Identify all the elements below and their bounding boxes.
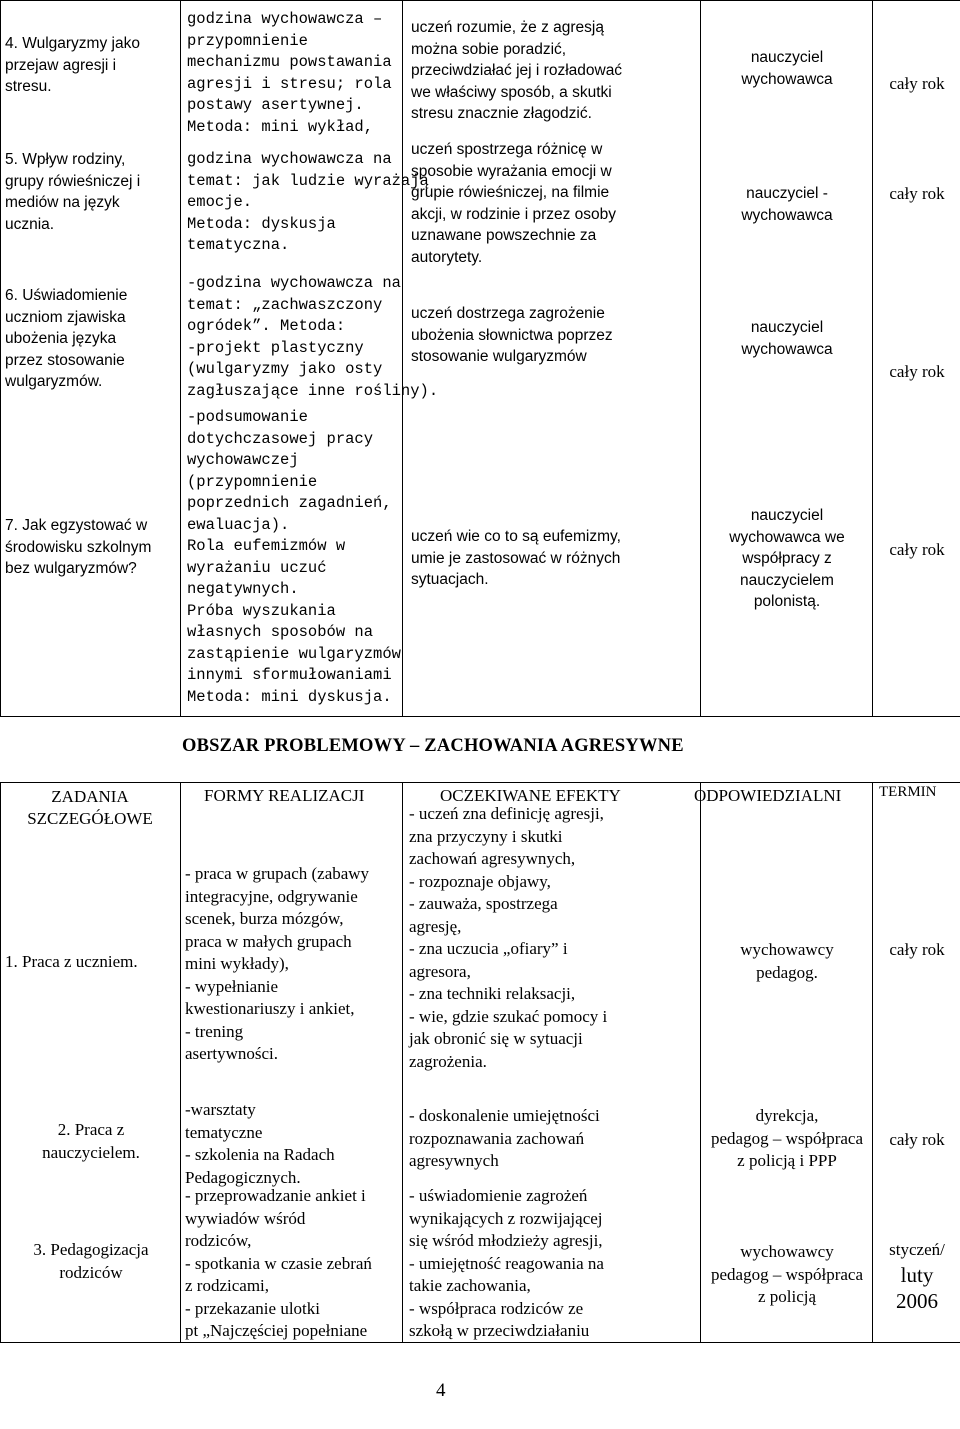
top-term-column: [873, 1, 960, 717]
top-effects-line: akcji, w rodzinie i przez osoby: [411, 205, 617, 223]
top-task-line: 7. Jak egzystować w: [5, 517, 148, 534]
top-forms-line: tematyczna.: [187, 236, 290, 254]
top-task-line: mediów na język: [5, 194, 120, 211]
bottom-effects-line: się wśród młodzieży agresji,: [409, 1231, 603, 1250]
bottom-tasks-column: [1, 783, 181, 1343]
bottom-responsible-line: dyrekcja,: [755, 1106, 819, 1125]
bottom-effects-line: - uświadomienie zagrożeń: [409, 1186, 588, 1205]
bottom-term-block-1: [873, 939, 960, 962]
bottom-effects-block-3: [409, 1185, 699, 1343]
top-term-line: cały rok: [889, 74, 945, 93]
header-term: TERMIN: [879, 784, 937, 800]
top-effects-column: [403, 1, 701, 717]
bottom-responsible-line: wychowawcy: [740, 940, 834, 959]
header-tasks-line-1: ZADANIA: [51, 787, 129, 806]
top-task-block-4: [5, 515, 177, 580]
bottom-task-line: nauczycielem.: [42, 1142, 140, 1162]
bottom-forms-line: - przekazanie ulotki: [185, 1298, 320, 1318]
top-responsible-column: [701, 1, 873, 717]
top-effects-block-4: [411, 526, 701, 591]
page-number: 4: [436, 1380, 446, 1401]
top-forms-line: Metoda: dyskusja: [187, 214, 336, 233]
top-responsible-line: wychowawca: [741, 340, 833, 358]
top-effects-block-2: [411, 139, 701, 268]
top-effects-line: uczeń dostrzega zagrożenie: [411, 305, 605, 322]
bottom-responsible-line: wychowawcy: [740, 1242, 834, 1261]
top-forms-line: innymi sformułowaniami: [187, 666, 392, 684]
top-forms-line: temat: jak ludzie wyrażają: [187, 171, 429, 190]
bottom-forms-line: integracyjne, odgrywanie: [185, 886, 358, 906]
top-effects-line: stosowanie wulgaryzmów: [411, 348, 587, 365]
header-tasks: [0, 786, 180, 830]
bottom-forms-block-1: [185, 863, 399, 1066]
top-task-line: ucznia.: [5, 215, 55, 233]
bottom-forms-line: -warsztaty: [185, 1100, 256, 1119]
bottom-effects-line: - zna uczucia „ofiary” i: [409, 939, 568, 958]
top-effects-line: można sobie poradzić,: [411, 40, 567, 58]
top-term-line: cały rok: [889, 184, 945, 203]
top-forms-line: -podsumowanie: [187, 408, 308, 426]
bottom-effects-line: zagrożenia.: [409, 1051, 487, 1071]
bottom-term-column: [873, 783, 960, 1343]
top-effects-block-3: [411, 303, 701, 368]
top-forms-column: [181, 1, 439, 717]
top-forms-line: dotychczasowej pracy: [187, 429, 374, 448]
top-term-block-1: [873, 73, 960, 96]
top-task-line: uczniom zjawiska: [5, 308, 126, 326]
bottom-task-line: 3. Pedagogizacja: [33, 1240, 149, 1259]
bottom-effects-line: agresywnych: [409, 1151, 499, 1170]
top-term-line: cały rok: [889, 540, 945, 559]
bottom-forms-line: rodziców,: [185, 1231, 252, 1250]
bottom-responsible-line: z policją: [757, 1287, 817, 1306]
bottom-forms-line: tematyczne: [185, 1122, 263, 1142]
top-effects-line: uczeń rozumie, że z agresją: [411, 19, 604, 36]
bottom-forms-line: - trening: [185, 1021, 244, 1041]
top-forms-line: Metoda: mini dyskusja.: [187, 687, 392, 706]
top-responsible-line: nauczyciel: [750, 507, 824, 524]
top-task-block-3: [5, 285, 177, 393]
top-forms-block-1: [187, 9, 401, 138]
top-task-line: bez wulgaryzmów?: [5, 560, 137, 577]
top-forms-line: agresji i stresu; rola: [187, 74, 392, 93]
bottom-forms-line: Pedagogicznych.: [185, 1167, 301, 1187]
top-effects-line: sytuacjach.: [411, 571, 489, 588]
bottom-effects-block-2: [409, 1105, 699, 1173]
bottom-responsible-block-2: [701, 1105, 873, 1173]
bottom-effects-line: zna przyczyny i skutki: [409, 826, 563, 846]
top-responsible-line: nauczyciel: [750, 49, 824, 66]
bottom-effects-line: - uczeń zna definicję agresji,: [409, 804, 604, 823]
bottom-forms-line: - wypełnianie: [185, 976, 278, 996]
top-forms-line: (przypomnienie: [187, 472, 318, 491]
bottom-forms-line: mini wykłady),: [185, 954, 289, 973]
top-task-line: stresu.: [5, 78, 52, 95]
top-forms-block-2: [187, 149, 429, 257]
bottom-table: [0, 782, 960, 1343]
bottom-effects-line: - umiejętność reagowania na: [409, 1253, 604, 1273]
bottom-responsible-block-3: [701, 1241, 873, 1309]
bottom-effects-line: zachowań agresywnych,: [409, 849, 576, 868]
bottom-effects-line: agresję,: [409, 916, 462, 936]
top-forms-line: ewaluacja).: [187, 515, 290, 534]
bottom-effects-line: agresora,: [409, 961, 471, 981]
bottom-effects-line: szkołą w przeciwdziałaniu: [409, 1321, 590, 1340]
top-effects-line: uczeń wie co to są eufemizmy,: [411, 528, 621, 545]
top-task-line: przez stosowanie: [5, 351, 125, 369]
bottom-task-line: 2. Praca z: [57, 1120, 125, 1139]
top-forms-line: temat: „zachwaszczony: [187, 295, 383, 314]
top-forms-line: godzina wychowawcza –: [187, 10, 383, 28]
bottom-task-block-2: [5, 1119, 177, 1164]
bottom-forms-line: - praca w grupach (zabawy: [185, 864, 370, 883]
bottom-effects-column: [403, 783, 701, 1343]
header-forms: FORMY REALIZACJI: [204, 786, 365, 805]
top-task-line: wulgaryzmów.: [5, 373, 103, 390]
bottom-effects-line: rozpoznawania zachowań: [409, 1128, 585, 1148]
bottom-responsible-line: z policją i PPP: [737, 1151, 837, 1170]
top-forms-line: -projekt plastyczny: [187, 338, 364, 357]
top-forms-line: przypomnienie: [187, 31, 308, 50]
top-forms-line: -godzina wychowawcza na: [187, 274, 401, 292]
top-task-line: 5. Wpływ rodziny,: [5, 151, 126, 168]
top-effects-line: autorytety.: [411, 248, 483, 266]
top-responsible-block-3: [701, 317, 873, 360]
bottom-forms-line: - spotkania w czasie zebrań: [185, 1253, 372, 1273]
bottom-forms-line: wywiadów wśród: [185, 1208, 306, 1228]
top-forms-line: wychowawczej: [187, 451, 299, 469]
top-effects-line: stresu znacznie złagodzić.: [411, 105, 592, 122]
bottom-term-line: styczeń/: [889, 1240, 945, 1259]
top-effects-line: przeciwdziałać jej i rozładować: [411, 62, 623, 79]
bottom-forms-line: - szkolenia na Radach: [185, 1145, 335, 1164]
bottom-forms-line: praca w małych grupach: [185, 931, 352, 951]
top-responsible-line: wychowawca: [741, 206, 833, 224]
bottom-responsible-line: pedagog.: [756, 962, 818, 982]
top-forms-line: Próba wyszukania: [187, 601, 336, 620]
top-task-line: 6. Uświadomienie: [5, 287, 128, 304]
top-term-block-3: [873, 361, 960, 384]
bottom-effects-line: - wie, gdzie szukać pomocy i: [409, 1006, 608, 1026]
top-forms-line: mechanizmu powstawania: [187, 53, 392, 71]
bottom-effects-line: takie zachowania,: [409, 1276, 531, 1295]
top-effects-line: ubożenia słownictwa poprzez: [411, 326, 613, 344]
bottom-effects-line: - zauważa, spostrzega: [409, 894, 558, 913]
top-effects-line: uznawane powszechnie za: [411, 227, 597, 244]
top-responsible-block-4: [701, 505, 873, 613]
bottom-forms-line: kwestionariuszy i ankiet,: [185, 999, 355, 1018]
bottom-task-line: 1. Praca z uczniem.: [5, 952, 138, 971]
header-effects: OCZEKIWANE EFEKTY: [440, 786, 621, 805]
top-forms-line: (wulgaryzmy jako osty: [187, 360, 383, 378]
top-responsible-line: polonistą.: [753, 593, 821, 610]
bottom-term-line: 2006: [896, 1288, 938, 1313]
bottom-forms-column: [181, 783, 403, 1343]
bottom-forms-line: - przeprowadzanie ankiet i: [185, 1186, 366, 1205]
bottom-term-line: cały rok: [889, 1130, 945, 1149]
top-forms-line: ogródek”. Metoda:: [187, 317, 346, 335]
bottom-task-block-1: [5, 951, 177, 974]
top-responsible-line: wychowawca: [741, 70, 833, 88]
top-effects-line: uczeń spostrzega różnicę w: [411, 141, 603, 158]
bottom-task-line: rodziców: [59, 1262, 123, 1282]
top-forms-line: postawy asertywnej.: [187, 96, 364, 114]
top-task-block-1: [5, 33, 177, 98]
bottom-responsible-line: pedagog – współpraca: [710, 1264, 863, 1284]
top-task-line: środowisku szkolnym: [5, 538, 152, 556]
top-term-block-4: [873, 539, 960, 562]
bottom-term-line: luty: [900, 1262, 934, 1287]
bottom-term-line: cały rok: [889, 940, 945, 959]
top-effects-line: we właściwy sposób, a skutki: [411, 83, 612, 101]
top-forms-block-3: [187, 273, 439, 402]
top-effects-line: sposobie wyrażania emocji w: [411, 162, 612, 180]
top-term-line: cały rok: [889, 362, 945, 381]
bottom-responsible-block-1: [701, 939, 873, 984]
bottom-responsible-line: pedagog – współpraca: [710, 1128, 863, 1148]
top-responsible-block-1: [701, 47, 873, 90]
header-responsible: ODPOWIEDZIALNI: [694, 786, 842, 805]
top-forms-line: poprzednich zagadnień,: [187, 494, 392, 512]
top-effects-line: umie je zastosować w różnych: [411, 549, 621, 567]
bottom-term-block-3: [873, 1239, 960, 1314]
top-responsible-block-2: [701, 183, 873, 226]
bottom-effects-line: - doskonalenie umiejętności: [409, 1106, 600, 1125]
top-term-block-2: [873, 183, 960, 206]
bottom-responsible-column: [701, 783, 873, 1343]
top-forms-line: zastąpienie wulgaryzmów: [187, 644, 401, 663]
bottom-forms-line: scenek, burza mózgów,: [185, 909, 344, 928]
bottom-task-block-3: [5, 1239, 177, 1284]
top-responsible-line: nauczyciel: [750, 319, 824, 336]
top-effects-line: grupie rówieśniczej, na filmie: [411, 184, 610, 201]
top-task-line: 4. Wulgaryzmy jako: [5, 35, 140, 52]
top-task-line: przejaw agresji i: [5, 56, 117, 74]
bottom-effects-line: - współpraca rodziców ze: [409, 1298, 584, 1318]
top-task-block-2: [5, 149, 177, 235]
top-task-line: ubożenia języka: [5, 330, 117, 347]
bottom-effects-line: jak obronić się w sytuacji: [409, 1029, 583, 1048]
top-responsible-line: wychowawca we: [729, 528, 845, 546]
top-task-line: grupy rówieśniczej i: [5, 172, 141, 190]
top-responsible-line: współpracy z: [742, 550, 832, 567]
bottom-forms-line: z rodzicami,: [185, 1276, 270, 1295]
bottom-forms-line: asertywności.: [185, 1044, 279, 1063]
top-forms-line: negatywnych.: [187, 580, 299, 598]
bottom-forms-block-2: [185, 1099, 399, 1189]
bottom-effects-line: - zna techniki relaksacji,: [409, 984, 576, 1003]
top-forms-line: Metoda: mini wykład,: [187, 117, 374, 136]
top-effects-block-1: [411, 17, 701, 125]
top-forms-line: Rola eufemizmów w: [187, 537, 346, 555]
problem-area-title: OBSZAR PROBLEMOWY – ZACHOWANIA AGRESYWNE: [182, 736, 684, 756]
bottom-forms-block-3: [185, 1185, 399, 1343]
top-forms-line: godzina wychowawcza na: [187, 150, 392, 168]
header-tasks-line-2: SZCZEGÓŁOWE: [27, 809, 153, 828]
bottom-forms-line: pt „Najczęściej popełniane: [185, 1321, 368, 1340]
top-forms-line: wyrażaniu uczuć: [187, 558, 327, 577]
top-responsible-line: nauczyciel -: [746, 185, 828, 202]
top-forms-line: emocje.: [187, 193, 253, 211]
top-forms-line: zagłuszające inne rośliny).: [187, 381, 439, 400]
top-forms-line: własnych sposobów na: [187, 623, 374, 641]
top-forms-block-4: [187, 407, 401, 708]
bottom-effects-line: wynikających z rozwijającej: [409, 1208, 603, 1228]
top-responsible-line: nauczycielem: [740, 571, 834, 589]
bottom-effects-block-1: [409, 803, 699, 1073]
bottom-effects-line: - rozpoznaje objawy,: [409, 871, 551, 891]
top-tasks-column: [1, 1, 181, 717]
bottom-term-block-2: [873, 1129, 960, 1152]
